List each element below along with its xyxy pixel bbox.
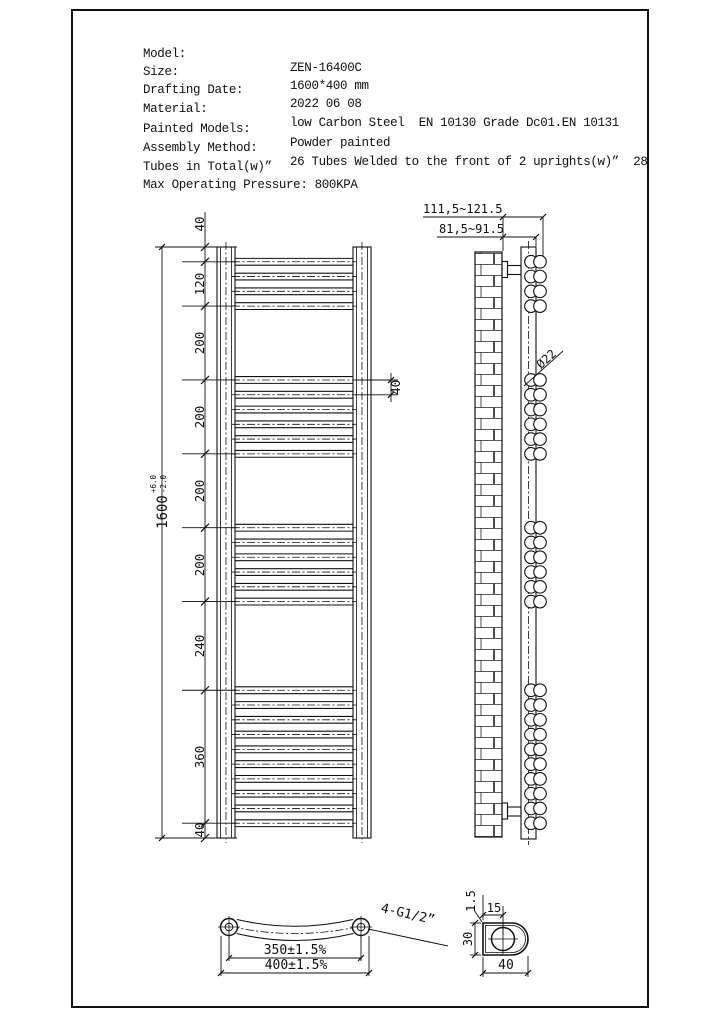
dim-wall-outer: 111,5~121.5 bbox=[423, 202, 503, 216]
spec-label: Size: bbox=[143, 65, 179, 79]
spec-continuation: Tubes in Total(w)” bbox=[143, 160, 272, 174]
detail-section-view bbox=[461, 890, 531, 977]
spec-label: Material: bbox=[143, 102, 208, 116]
dim-tube-pitch-value: 40 bbox=[388, 379, 403, 395]
spec-value: low Carbon Steel EN 10130 Grade Dc01.EN 10131 bbox=[290, 116, 619, 130]
dim-height-30 bbox=[461, 920, 481, 958]
dim-segment-200d: 200 bbox=[192, 553, 207, 577]
tube-end-circle bbox=[534, 817, 547, 830]
wall-bracket-bottom bbox=[502, 803, 521, 819]
plan-left-upright bbox=[218, 916, 240, 938]
tube-end-circle bbox=[534, 536, 547, 549]
front-view bbox=[149, 212, 403, 843]
dim-width-40 bbox=[480, 956, 531, 977]
tube-end-circle bbox=[534, 728, 547, 741]
tube-end-circle bbox=[534, 595, 547, 608]
dim-centers-value: 350±1.5% bbox=[263, 943, 327, 958]
dim-segment-200c: 200 bbox=[192, 479, 207, 503]
fitting-label: 4-G1/2” bbox=[379, 901, 437, 929]
side-view bbox=[423, 202, 563, 845]
tube-end-circle bbox=[534, 418, 547, 431]
tube-end-circle bbox=[534, 285, 547, 298]
tube-end-circle bbox=[534, 566, 547, 579]
spec-label: Model: bbox=[143, 47, 186, 61]
dimension-chain-boundaries bbox=[182, 243, 237, 842]
dim-tube-diameter: Ø22 bbox=[533, 346, 560, 372]
dim-segment-360: 360 bbox=[192, 745, 207, 769]
dim-width-value: 40 bbox=[498, 958, 514, 973]
dim-segment-120: 120 bbox=[192, 272, 207, 296]
dim-offset-value: 15 bbox=[486, 901, 502, 915]
dim-segment-200b: 200 bbox=[192, 405, 207, 429]
tube-end-circle bbox=[534, 743, 547, 756]
tube-end-circle bbox=[534, 773, 547, 786]
dim-segment-240: 240 bbox=[192, 634, 207, 658]
spec-row-assembly-continuation bbox=[0, 146, 700, 174]
dim-overall-height-value: 1600 bbox=[155, 495, 171, 529]
spec-value: 2022 06 08 bbox=[290, 97, 362, 111]
dim-overall-tol-plus: +6.0 bbox=[149, 474, 158, 493]
spec-label: Painted Models: bbox=[143, 122, 251, 136]
tube-end-circle bbox=[534, 684, 547, 697]
tube-end-circle bbox=[534, 255, 547, 268]
wall-bracket-top bbox=[502, 262, 521, 278]
dim-overall-tol-minus: -2.0 bbox=[159, 474, 168, 493]
tube-end-circle bbox=[534, 802, 547, 815]
callout-fitting bbox=[368, 901, 448, 946]
tube-end-circle bbox=[534, 758, 547, 771]
spec-label: Assembly Method: bbox=[143, 141, 258, 155]
dim-wall-1-5 bbox=[464, 890, 482, 922]
tube-end-circle bbox=[534, 521, 547, 534]
tube-end-circle bbox=[534, 403, 547, 416]
front-tubes bbox=[232, 258, 356, 826]
tube-end-circle bbox=[534, 448, 547, 461]
tube-end-circle bbox=[534, 699, 547, 712]
spec-value: Powder painted bbox=[290, 136, 391, 150]
dim-segment-200a: 200 bbox=[192, 331, 207, 355]
dim-overall-height bbox=[149, 474, 171, 528]
dim-height-value: 30 bbox=[461, 931, 475, 947]
spec-label: Drafting Date: bbox=[143, 83, 244, 97]
tube-end-circle bbox=[534, 551, 547, 564]
dim-segment-top-40: 40 bbox=[192, 216, 207, 232]
spec-pressure: Max Operating Pressure: 800KPA bbox=[143, 178, 358, 192]
spec-value: ZEN-16400C bbox=[290, 61, 362, 75]
tube-end-circle bbox=[534, 300, 547, 313]
brick-wall bbox=[475, 252, 502, 837]
tube-end-circle bbox=[534, 581, 547, 594]
spec-value: 26 Tubes Welded to the front of 2 uprights(w)” 28 bbox=[290, 155, 648, 169]
dim-overall-width-value: 400±1.5% bbox=[264, 958, 328, 973]
spec-value: 1600*400 mm bbox=[290, 79, 369, 93]
tube-end-circle bbox=[534, 787, 547, 800]
dim-wall-distances bbox=[423, 202, 546, 256]
dim-segment-bottom-40: 40 bbox=[192, 822, 207, 838]
dim-wall-inner: 81,5~91.5 bbox=[439, 222, 505, 236]
spec-row-max-pressure bbox=[0, 164, 700, 192]
bottom-plan-view bbox=[218, 901, 448, 976]
plan-right-upright bbox=[350, 916, 372, 938]
tube-end-circle bbox=[534, 433, 547, 446]
tube-end-circle bbox=[534, 388, 547, 401]
dim-wall-value: 1.5 bbox=[464, 890, 478, 912]
tube-end-circle bbox=[534, 714, 547, 727]
tube-end-circle bbox=[534, 270, 547, 283]
